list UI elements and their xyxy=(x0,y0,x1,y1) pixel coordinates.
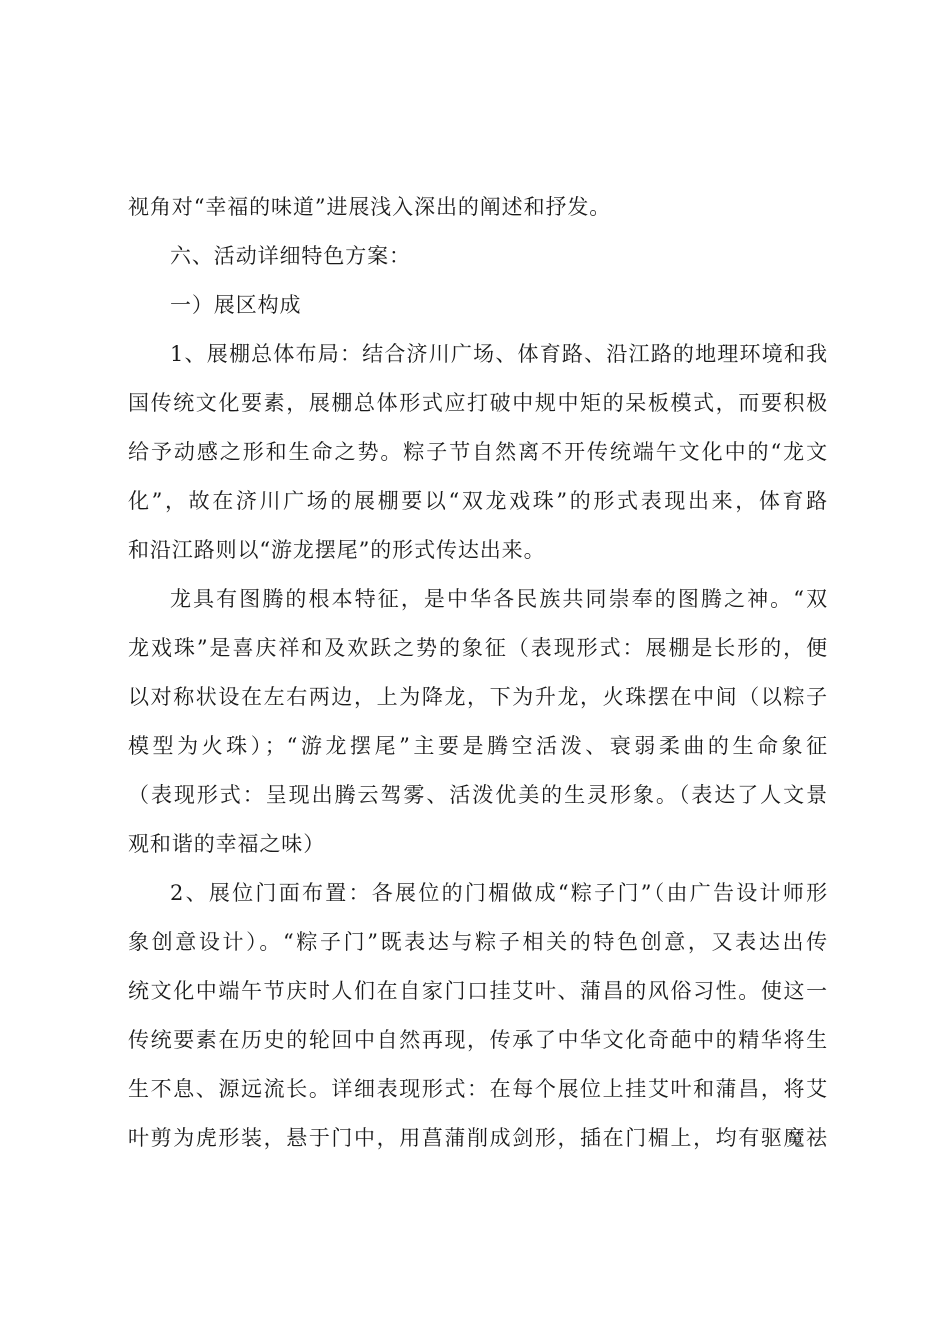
text-line-8: 和沿江路则以“游龙摆尾”的形式传达出来。 xyxy=(128,538,546,562)
text-line-17: 统文化中端午节庆时人们在自家门口挂艾叶、蒲昌的风俗习性。使这一 xyxy=(128,979,828,1003)
text-line-10: 龙戏珠”是喜庆祥和及欢跃之势的象征（表现形式：展棚是长形的，便 xyxy=(128,636,828,660)
text-line-9: 龙具有图腾的根本特征，是中华各民族共同崇奉的图腾之神。“双 xyxy=(170,587,828,611)
text-line-20: 叶剪为虎形装，悬于门中，用菖蒲削成剑形，插在门楣上，均有驱魔祛 xyxy=(128,1126,828,1150)
text-line-19: 生不息、源远流长。详细表现形式：在每个展位上挂艾叶和蒲昌，将艾 xyxy=(128,1077,828,1101)
text-line-12: 模型为火珠）；“游龙摆尾”主要是腾空活泼、衰弱柔曲的生命象征 xyxy=(128,734,828,758)
text-line-5: 国传统文化要素，展棚总体形式应打破中规中矩的呆板模式，而要积极 xyxy=(128,391,828,415)
text-line-15: 2、展位门面布置：各展位的门楣做成“粽子门”（由广告设计师形 xyxy=(170,881,828,905)
text-line-4: 1、展棚总体布局：结合济川广场、体育路、沿江路的地理环境和我 xyxy=(170,342,828,366)
text-line-11: 以对称状设在左右两边，上为降龙，下为升龙，火珠摆在中间（以粽子 xyxy=(128,685,828,709)
text-line-13: （表现形式：呈现出腾云驾雾、活泼优美的生灵形象。（表达了人文景 xyxy=(128,783,828,807)
text-line-16: 象创意设计）。“粽子门”既表达与粽子相关的特色创意，又表达出传 xyxy=(128,930,828,954)
subsection-heading-1: 一）展区构成 xyxy=(170,293,302,317)
text-line-14: 观和谐的幸福之味） xyxy=(128,832,326,856)
text-line-6: 给予动感之形和生命之势。粽子节自然离不开传统端午文化中的“龙文 xyxy=(128,440,828,464)
text-line-7: 化”，故在济川广场的展棚要以“双龙戏珠”的形式表现出来，体育路 xyxy=(128,489,828,513)
text-line-1: 视角对“幸福的味道”进展浅入深出的阐述和抒发。 xyxy=(128,195,612,219)
text-line-18: 传统要素在历史的轮回中自然再现，传承了中华文化奇葩中的精华将生 xyxy=(128,1028,828,1052)
section-heading-6: 六、活动详细特色方案： xyxy=(170,244,411,268)
